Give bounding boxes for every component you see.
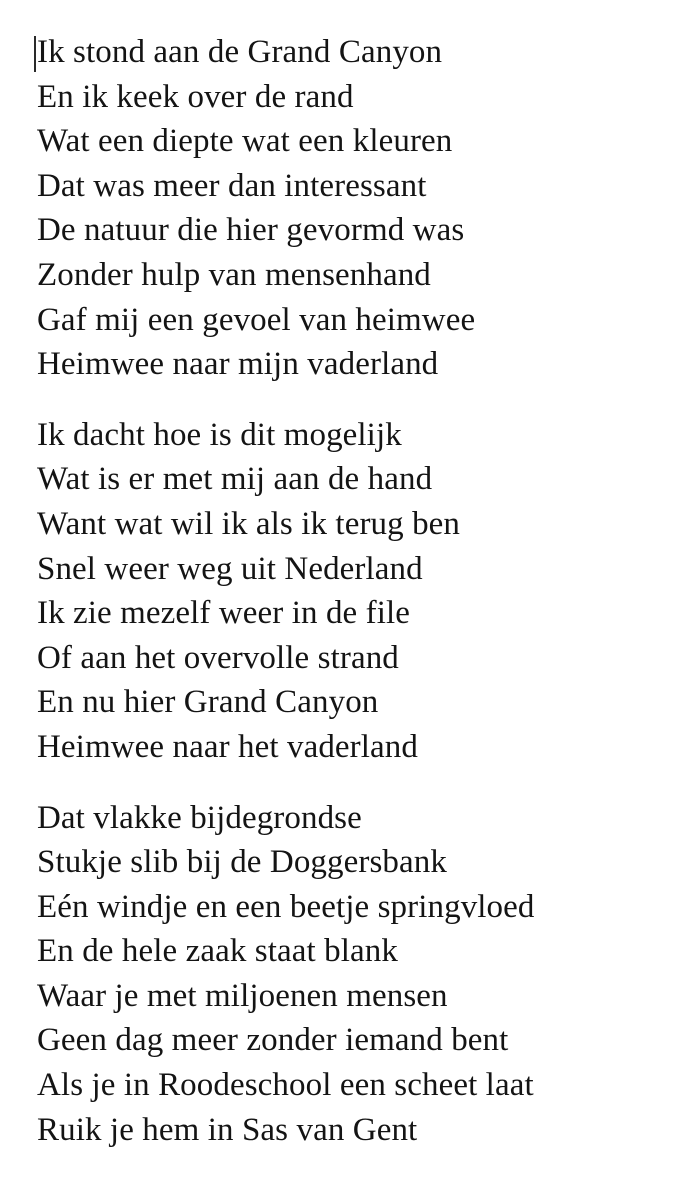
stanza-1 [37,30,678,387]
poem-line[interactable]: Gaf mij een gevoel van heimwee [37,301,476,338]
poem-line[interactable]: En nu hier Grand Canyon [37,684,379,721]
poem-line[interactable]: Ik dacht hoe is dit mogelijk [37,416,402,453]
poem-line[interactable]: En ik keek over de rand [37,78,354,115]
poem-line[interactable]: Of aan het overvolle strand [37,639,399,676]
poem-line[interactable]: Zonder hulp van mensenhand [37,256,431,293]
poem-line[interactable]: Ruik je hem in Sas van Gent [37,1111,418,1148]
poem-line[interactable]: Geen dag meer zonder iemand bent [37,1022,509,1059]
text-cursor [34,36,36,72]
poem-line[interactable]: Want wat wil ik als ik terug ben [37,505,461,542]
poem-line[interactable]: De natuur die hier gevormd was [37,212,465,249]
stanza-2 [37,413,678,770]
poem-line[interactable]: En de hele zaak staat blank [37,933,398,970]
poem-line[interactable]: Heimwee naar mijn vaderland [37,346,439,383]
poem-line[interactable]: Wat een diepte wat een kleuren [37,123,453,160]
poem-line[interactable]: Snel weer weg uit Nederland [37,550,423,587]
poem-line[interactable]: Stukje slib bij de Doggersbank [37,844,447,881]
poem-line[interactable]: Dat was meer dan interessant [37,167,427,204]
poem-line[interactable] [37,30,678,75]
poem-line[interactable]: Ik zie mezelf weer in de file [37,595,411,632]
poem-line[interactable]: Dat vlakke bijdegrondse [37,799,362,836]
poem-line[interactable]: Heimwee naar het vaderland [37,728,418,765]
poem-line[interactable]: Als je in Roodeschool een scheet laat [37,1067,534,1104]
poem-line[interactable]: Eén windje en een beetje springvloed [37,888,535,925]
poem-line[interactable]: Waar je met miljoenen mensen [37,977,448,1014]
poem-line[interactable]: Wat is er met mij aan de hand [37,461,433,498]
stanza-3 [37,796,678,1153]
poem-line-text: Ik stond aan de Grand Canyon [37,34,443,70]
